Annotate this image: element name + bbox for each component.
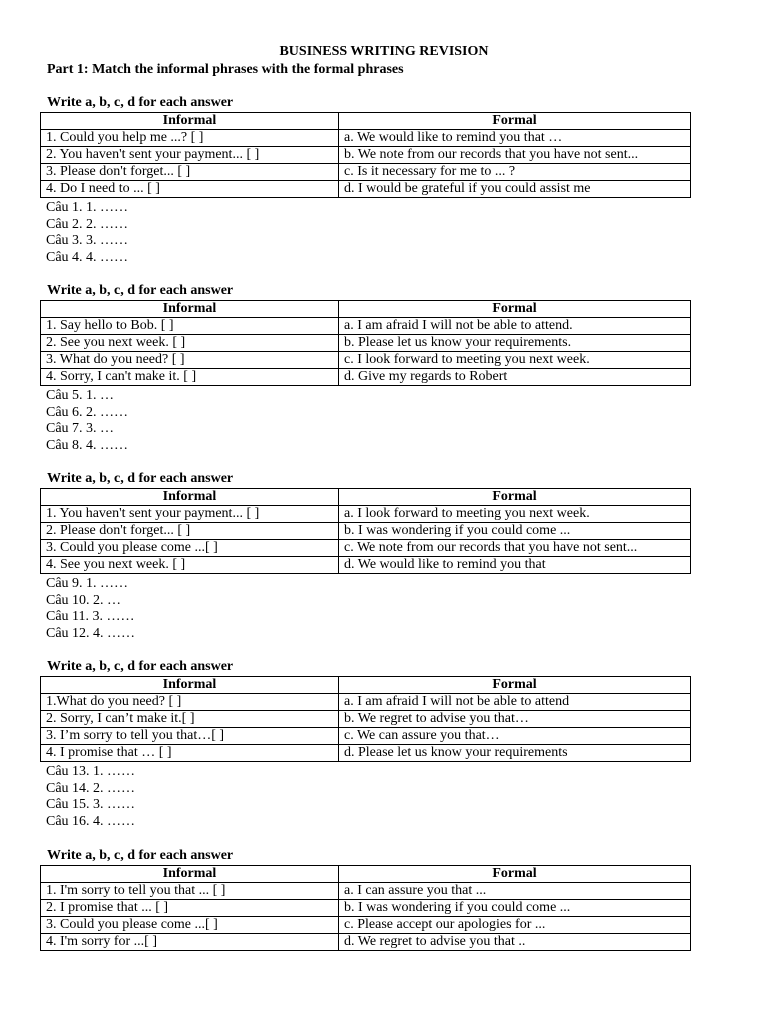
matching-table <box>40 865 691 951</box>
table-header-row <box>41 866 691 883</box>
informal-cell: 1. Could you help me ...? [ ] <box>41 130 339 147</box>
informal-cell: 3. I’m sorry to tell you that…[ ] <box>41 728 339 745</box>
formal-cell: d. Give my regards to Robert <box>339 369 691 386</box>
header-formal: Formal <box>339 301 691 318</box>
informal-cell: 4. I'm sorry for ...[ ] <box>41 934 339 951</box>
answer-line: Câu 1. 1. …… <box>46 200 129 215</box>
informal-cell: 2. You haven't sent your payment... [ ] <box>41 147 339 164</box>
answer-line: Câu 15. 3. …… <box>46 797 136 812</box>
header-formal: Formal <box>339 489 691 506</box>
informal-cell: 4. See you next week. [ ] <box>41 557 339 574</box>
table-row <box>41 900 691 917</box>
answer-line: Câu 5. 1. … <box>46 388 115 403</box>
answer-line: Câu 6. 2. …… <box>46 404 129 420</box>
answer-line: Câu 3. 3. …… <box>46 233 129 248</box>
table-row <box>41 335 691 352</box>
header-formal: Formal <box>339 677 691 694</box>
formal-cell: a. I can assure you that ... <box>339 883 691 900</box>
informal-cell: 1. I'm sorry to tell you that ... [ ] <box>41 883 339 900</box>
formal-cell: a. I am afraid I will not be able to attend. <box>339 318 691 335</box>
answer-line: Câu 4. 4. …… <box>46 249 129 265</box>
table-row <box>41 130 691 147</box>
table-row <box>41 557 691 574</box>
matching-table <box>40 676 691 762</box>
section-instruction: Write a, b, c, d for each answer <box>47 283 234 298</box>
formal-cell: a. I am afraid I will not be able to attend <box>339 694 691 711</box>
formal-cell: c. Is it necessary for me to ... ? <box>339 164 691 181</box>
table-row <box>41 147 691 164</box>
table-row <box>41 506 691 523</box>
informal-cell: 1. Say hello to Bob. [ ] <box>41 318 339 335</box>
informal-cell: 1.What do you need? [ ] <box>41 694 339 711</box>
formal-cell: b. Please let us know your requirements. <box>339 335 691 352</box>
matching-table <box>40 300 691 386</box>
informal-cell: 4. Sorry, I can't make it. [ ] <box>41 369 339 386</box>
answer-line: Câu 12. 4. …… <box>46 625 136 641</box>
table-row <box>41 181 691 198</box>
formal-cell: a. I look forward to meeting you next week. <box>339 506 691 523</box>
table-header-row <box>41 113 691 130</box>
formal-cell: c. We note from our records that you have not sent... <box>339 540 691 557</box>
answer-line: Câu 9. 1. …… <box>46 576 129 591</box>
informal-cell: 3. Could you please come ...[ ] <box>41 917 339 934</box>
header-informal: Informal <box>41 301 339 318</box>
answer-line: Câu 16. 4. …… <box>46 813 136 829</box>
formal-cell: d. I would be grateful if you could assist me <box>339 181 691 198</box>
table-row <box>41 164 691 181</box>
table-header-row <box>41 489 691 506</box>
table-header-row <box>41 301 691 318</box>
header-informal: Informal <box>41 489 339 506</box>
section-instruction: Write a, b, c, d for each answer <box>47 848 234 863</box>
document-title: BUSINESS WRITING REVISION <box>279 44 489 59</box>
informal-cell: 3. Could you please come ...[ ] <box>41 540 339 557</box>
answer-line: Câu 7. 3. … <box>46 421 115 436</box>
answer-line: Câu 13. 1. …… <box>46 764 136 779</box>
answer-line: Câu 8. 4. …… <box>46 437 129 453</box>
matching-table <box>40 112 691 198</box>
formal-cell: b. We note from our records that you have not sent... <box>339 147 691 164</box>
formal-cell: c. I look forward to meeting you next week. <box>339 352 691 369</box>
formal-cell: b. I was wondering if you could come ... <box>339 523 691 540</box>
answer-line: Câu 10. 2. … <box>46 592 122 608</box>
table-row <box>41 694 691 711</box>
informal-cell: 4. Do I need to ... [ ] <box>41 181 339 198</box>
informal-cell: 2. Sorry, I can’t make it.[ ] <box>41 711 339 728</box>
matching-table <box>40 488 691 574</box>
formal-cell: d. We regret to advise you that .. <box>339 934 691 951</box>
table-row <box>41 934 691 951</box>
informal-cell: 2. I promise that ... [ ] <box>41 900 339 917</box>
table-row <box>41 745 691 762</box>
header-informal: Informal <box>41 113 339 130</box>
formal-cell: c. Please accept our apologies for ... <box>339 917 691 934</box>
table-header-row <box>41 677 691 694</box>
informal-cell: 1. You haven't sent your payment... [ ] <box>41 506 339 523</box>
part-heading: Part 1: Match the informal phrases with the formal phrases <box>47 62 404 77</box>
informal-cell: 2. See you next week. [ ] <box>41 335 339 352</box>
header-informal: Informal <box>41 677 339 694</box>
answer-line: Câu 14. 2. …… <box>46 780 136 796</box>
answer-line: Câu 2. 2. …… <box>46 216 129 232</box>
formal-cell: b. We regret to advise you that… <box>339 711 691 728</box>
informal-cell: 4. I promise that … [ ] <box>41 745 339 762</box>
informal-cell: 2. Please don't forget... [ ] <box>41 523 339 540</box>
answer-lines <box>46 764 135 830</box>
formal-cell: d. Please let us know your requirements <box>339 745 691 762</box>
table-row <box>41 883 691 900</box>
answer-lines <box>46 200 128 266</box>
table-row <box>41 917 691 934</box>
section-instruction: Write a, b, c, d for each answer <box>47 659 234 674</box>
section-instruction: Write a, b, c, d for each answer <box>47 95 234 110</box>
informal-cell: 3. Please don't forget... [ ] <box>41 164 339 181</box>
informal-cell: 3. What do you need? [ ] <box>41 352 339 369</box>
table-row <box>41 352 691 369</box>
table-row <box>41 369 691 386</box>
formal-cell: d. We would like to remind you that <box>339 557 691 574</box>
section-instruction: Write a, b, c, d for each answer <box>47 471 234 486</box>
header-formal: Formal <box>339 113 691 130</box>
table-row <box>41 540 691 557</box>
answer-lines <box>46 388 128 454</box>
answer-line: Câu 11. 3. …… <box>46 609 135 624</box>
formal-cell: b. I was wondering if you could come ... <box>339 900 691 917</box>
header-informal: Informal <box>41 866 339 883</box>
formal-cell: a. We would like to remind you that … <box>339 130 691 147</box>
table-row <box>41 523 691 540</box>
table-row <box>41 711 691 728</box>
formal-cell: c. We can assure you that… <box>339 728 691 745</box>
answer-lines <box>46 576 135 642</box>
table-row <box>41 728 691 745</box>
table-row <box>41 318 691 335</box>
header-formal: Formal <box>339 866 691 883</box>
